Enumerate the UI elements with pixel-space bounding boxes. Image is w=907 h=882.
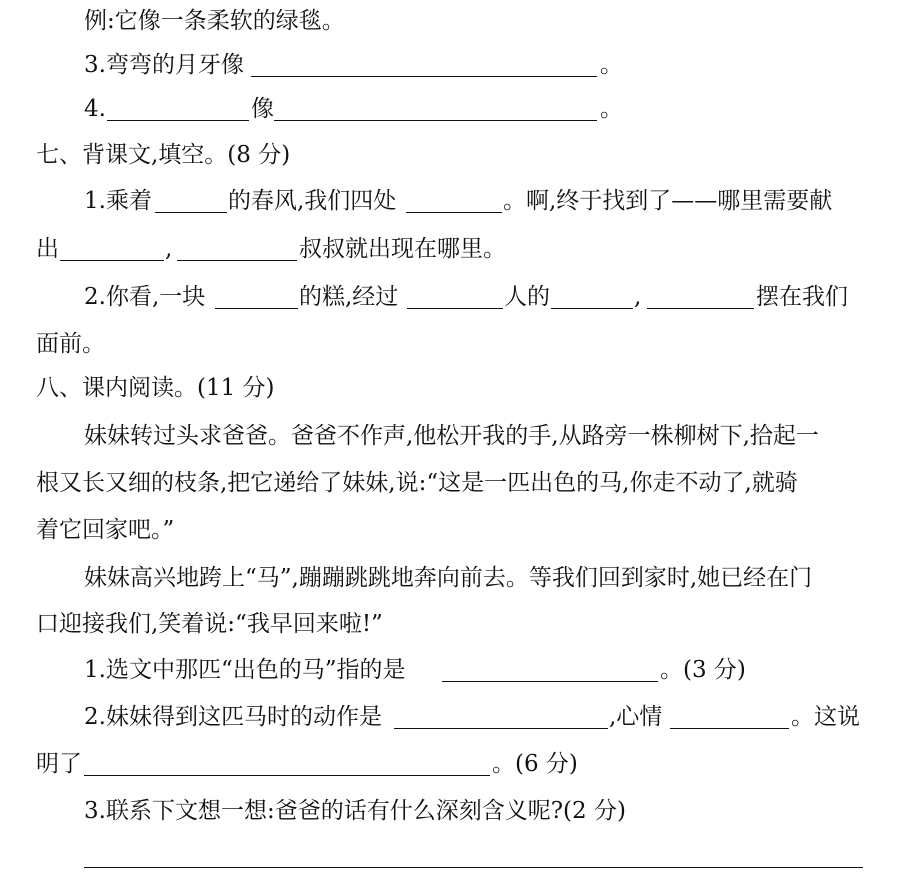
s7-q2-text-b: 的糕,经过 [299, 284, 399, 310]
s8-q1-text-a: 1.选文中那匹“出色的马”指的是 [84, 657, 406, 683]
passage-p2-line-2 [0, 604, 907, 644]
s8-q2-blank-2[interactable] [670, 697, 789, 729]
s8-q1-line [0, 650, 907, 690]
s7-q2-text-a: 2.你看,一块 [84, 284, 206, 310]
section-7-q2-line-2 [0, 324, 907, 364]
s8-q2-text-e: 。(6 分) [492, 751, 578, 777]
s7-q2-text-e: 摆在我们 [756, 284, 848, 310]
example-text: 例:它像一条柔软的绿毯。 [84, 8, 345, 34]
s8-q1-blank[interactable] [442, 650, 658, 682]
passage-text: 着它回家吧。” [36, 517, 175, 543]
item-4-end: 。 [600, 96, 623, 122]
s8-q2-blank-1[interactable] [394, 697, 608, 729]
item-4-mid: 像 [251, 96, 274, 122]
section-7-heading-line [0, 135, 907, 175]
item-3-blank[interactable] [251, 45, 597, 77]
s7-q1-blank-2[interactable] [406, 181, 502, 213]
example-line [0, 1, 907, 41]
s8-q2-text-d: 明了 [36, 751, 82, 777]
section-7-q2-line-1 [0, 277, 907, 317]
s7-q1-text-a: 1.乘着 [84, 188, 152, 214]
passage-text: 妹妹转过头求爸爸。爸爸不作声,他松开我的手,从路旁一株柳树下,拾起一 [84, 423, 819, 449]
s7-q2-text-d: , [634, 284, 642, 310]
s8-q2-text-b: ,心情 [609, 704, 663, 730]
s8-q2-text-c: 。这说 [791, 704, 860, 730]
passage-text: 根又长又细的枝条,把它递给了妹妹,说:“这是一匹出色的马,你走不动了,就骑 [36, 470, 798, 496]
item-3-text: 3.弯弯的月牙像 [84, 52, 244, 78]
s7-q2-blank-3[interactable] [551, 277, 633, 309]
item-4-blank-b[interactable] [274, 89, 597, 121]
s7-q1-text-b: 的春风,我们四处 [228, 188, 397, 214]
s7-q1-blank-4[interactable] [177, 229, 297, 261]
s8-q2-text-a: 2.妹妹得到这匹马时的动作是 [84, 704, 382, 730]
s8-q3-text: 3.联系下文想一想:爸爸的话有什么深刻含义呢?(2 分) [84, 798, 626, 824]
s8-q2-line-1 [0, 697, 907, 737]
item-4-line [0, 89, 907, 129]
passage-p1-line-1 [0, 416, 907, 456]
s8-q2-line-2 [0, 744, 907, 784]
s7-q2-blank-1[interactable] [215, 277, 298, 309]
s8-q3-line [0, 791, 907, 831]
passage-p1-line-3 [0, 510, 907, 550]
section-7-q1-line-2 [0, 229, 907, 269]
s7-q2-blank-4[interactable] [647, 277, 754, 309]
s7-q1-text-c: 。啊,终于找到了——哪里需要献 [503, 188, 833, 214]
s8-q2-blank-3[interactable] [84, 744, 490, 776]
section-8-heading-line [0, 368, 907, 408]
s7-q1-text-e: , [165, 236, 173, 262]
passage-text: 口迎接我们,笑着说:“我早回来啦!” [36, 611, 383, 637]
section-8-heading: 八、课内阅读。(11 分) [36, 375, 275, 401]
s7-q1-blank-3[interactable] [60, 229, 164, 261]
passage-p2-line-1 [0, 558, 907, 598]
item-3-line [0, 45, 907, 85]
item-4-blank-a[interactable] [107, 89, 249, 121]
s7-q1-blank-1[interactable] [155, 181, 227, 213]
item-3-end: 。 [600, 52, 623, 78]
s7-q1-text-d: 出 [36, 236, 59, 262]
s8-q1-text-b: 。(3 分) [660, 657, 746, 683]
item-4-number: 4. [84, 96, 106, 122]
passage-text: 妹妹高兴地跨上“马”,蹦蹦跳跳地奔向前去。等我们回到家时,她已经在门 [84, 565, 813, 591]
passage-p1-line-2 [0, 463, 907, 503]
section-7-heading: 七、背课文,填空。(8 分) [36, 142, 291, 168]
s7-q2-blank-2[interactable] [407, 277, 503, 309]
s7-q2-text-f: 面前。 [36, 331, 105, 357]
section-7-q1-line-1 [0, 181, 907, 221]
s7-q2-text-c: 人的 [504, 284, 550, 310]
s8-q3-answer-line[interactable] [84, 867, 863, 868]
s7-q1-text-f: 叔叔就出现在哪里。 [299, 236, 506, 262]
